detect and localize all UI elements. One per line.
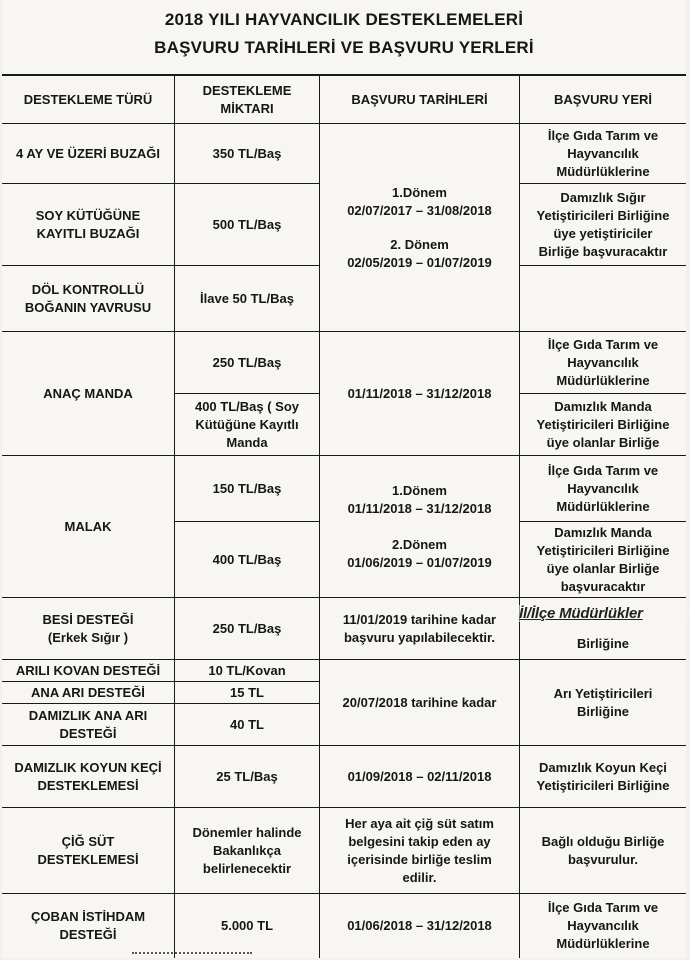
type-cig-sut: ÇİĞ SÜT DESTEKLEMESİ	[2, 808, 175, 894]
place-cig-sut: Bağlı olduğu Birliğe başvurulur.	[520, 808, 686, 894]
place-manda-1: İlçe Gıda Tarım ve Hayvancılık Müdürlüklerine	[520, 332, 686, 394]
amount-arili-kovan: 10 TL/Kovan	[175, 660, 320, 682]
amount-cig-sut: Dönemler halinde Bakanlıkça belirlenecektir	[175, 808, 320, 894]
place-koyun-keci: Damızlık Koyun Keçi Yetiştiricileri Birliğine	[520, 746, 686, 808]
header-place: BAŞVURU YERİ	[520, 76, 686, 124]
header-type: DESTEKLEME TÜRÜ	[2, 76, 175, 124]
dates-buzagi	[320, 124, 520, 332]
amount-koyun-keci: 25 TL/Baş	[175, 746, 320, 808]
overlay-stamp-text: İl/İlçe Müdürlükler	[519, 605, 689, 622]
dates-buzagi-range-1: 02/07/2017 – 31/08/2018	[347, 202, 492, 218]
type-buzagi-4ay: 4 AY VE ÜZERİ BUZAĞI	[2, 124, 175, 184]
place-malak-1: İlçe Gıda Tarım ve Hayvancılık Müdürlüklerine	[520, 456, 686, 522]
amount-malak-2: 400 TL/Baş	[175, 522, 320, 598]
amount-buzagi-4ay: 350 TL/Baş	[175, 124, 320, 184]
dates-malak-range-2: 01/06/2019 – 01/07/2019	[347, 554, 492, 570]
dates-malak	[320, 456, 520, 598]
dates-ari: 20/07/2018 tarihine kadar	[320, 660, 520, 746]
dates-buzagi-period-2: 2. Dönem	[390, 236, 449, 252]
dates-besi: 11/01/2019 tarihine kadar başvuru yapılabilecektir.	[320, 598, 520, 660]
amount-damizlik-ana-ari: 40 TL	[175, 704, 320, 746]
dates-buzagi-period-1: 1.Dönem	[392, 184, 447, 200]
dates-malak-period-2: 2.Dönem	[392, 536, 447, 552]
type-anac-manda: ANAÇ MANDA	[2, 332, 175, 456]
type-dol-kontrollu: DÖL KONTROLLÜ BOĞANIN YAVRUSU	[2, 266, 175, 332]
type-coban: ÇOBAN İSTİHDAM DESTEĞİ	[2, 894, 175, 958]
amount-manda-1: 250 TL/Baş	[175, 332, 320, 394]
document-page	[2, 0, 686, 958]
amount-dol-kontrollu: İlave 50 TL/Baş	[175, 266, 320, 332]
dates-malak-period-1: 1.Dönem	[392, 482, 447, 498]
type-ana-ari: ANA ARI DESTEĞİ	[2, 682, 175, 704]
dates-malak-range-1: 01/11/2018 – 31/12/2018	[347, 500, 492, 516]
place-ari: Arı Yetiştiricileri Birliğine	[520, 660, 686, 746]
type-besi: BESİ DESTEĞİ (Erkek Sığır )	[2, 598, 175, 660]
dates-manda: 01/11/2018 – 31/12/2018	[320, 332, 520, 456]
amount-malak-1: 150 TL/Baş	[175, 456, 320, 522]
dates-coban: 01/06/2018 – 31/12/2018	[320, 894, 520, 958]
footer-smudge	[132, 952, 252, 958]
title-line-1: 2018 YILI HAYVANCILIK DESTEKLEMELERİ	[164, 10, 524, 29]
amount-soy-kutugu: 500 TL/Baş	[175, 184, 320, 266]
dates-koyun-keci: 01/09/2018 – 02/11/2018	[320, 746, 520, 808]
amount-ana-ari: 15 TL	[175, 682, 320, 704]
dates-cig-sut: Her aya ait çiğ süt satım belgesini takip eden ay içerisinde birliğe teslim edilir.	[320, 808, 520, 894]
amount-coban: 5.000 TL	[175, 894, 320, 958]
place-coban: İlçe Gıda Tarım ve Hayvancılık Müdürlüklerine	[547, 900, 659, 951]
title-line-2: BAŞVURU TARİHLERİ VE BAŞVURU YERLERİ	[154, 38, 534, 57]
document-title	[2, 0, 686, 76]
place-soy-kutugu: Damızlık Sığır Yetiştiricileri Birliğine üye yetiştiriciler Birliğe başvuracaktır	[520, 184, 686, 266]
place-malak-2: Damızlık Manda Yetiştiricileri Birliğine üye olanlar Birliğe başvuracaktır	[520, 522, 686, 598]
type-soy-kutugu: SOY KÜTÜĞÜNE KAYITLI BUZAĞI	[2, 184, 175, 266]
header-amount: DESTEKLEME MİKTARI	[175, 76, 320, 124]
place-besi: Birliğine	[520, 598, 686, 660]
type-malak: MALAK	[2, 456, 175, 598]
amount-besi: 250 TL/Baş	[175, 598, 320, 660]
place-dol-kontrollu	[520, 266, 686, 332]
amount-manda-2: 400 TL/Baş ( Soy Kütüğüne Kayıtlı Manda	[175, 394, 320, 456]
header-dates: BAŞVURU TARİHLERİ	[320, 76, 520, 124]
type-arili-kovan: ARILI KOVAN DESTEĞİ	[2, 660, 175, 682]
type-damizlik-ana-ari: DAMIZLIK ANA ARI DESTEĞİ	[2, 704, 175, 746]
place-buzagi-4ay: İlçe Gıda Tarım ve Hayvancılık Müdürlüklerine	[520, 124, 686, 184]
support-table	[2, 76, 686, 958]
dates-buzagi-range-2: 02/05/2019 – 01/07/2019	[347, 254, 492, 270]
type-koyun-keci: DAMIZLIK KOYUN KEÇİ DESTEKLEMESİ	[2, 746, 175, 808]
place-manda-2: Damızlık Manda Yetiştiricileri Birliğine üye olanlar Birliğe	[520, 394, 686, 456]
